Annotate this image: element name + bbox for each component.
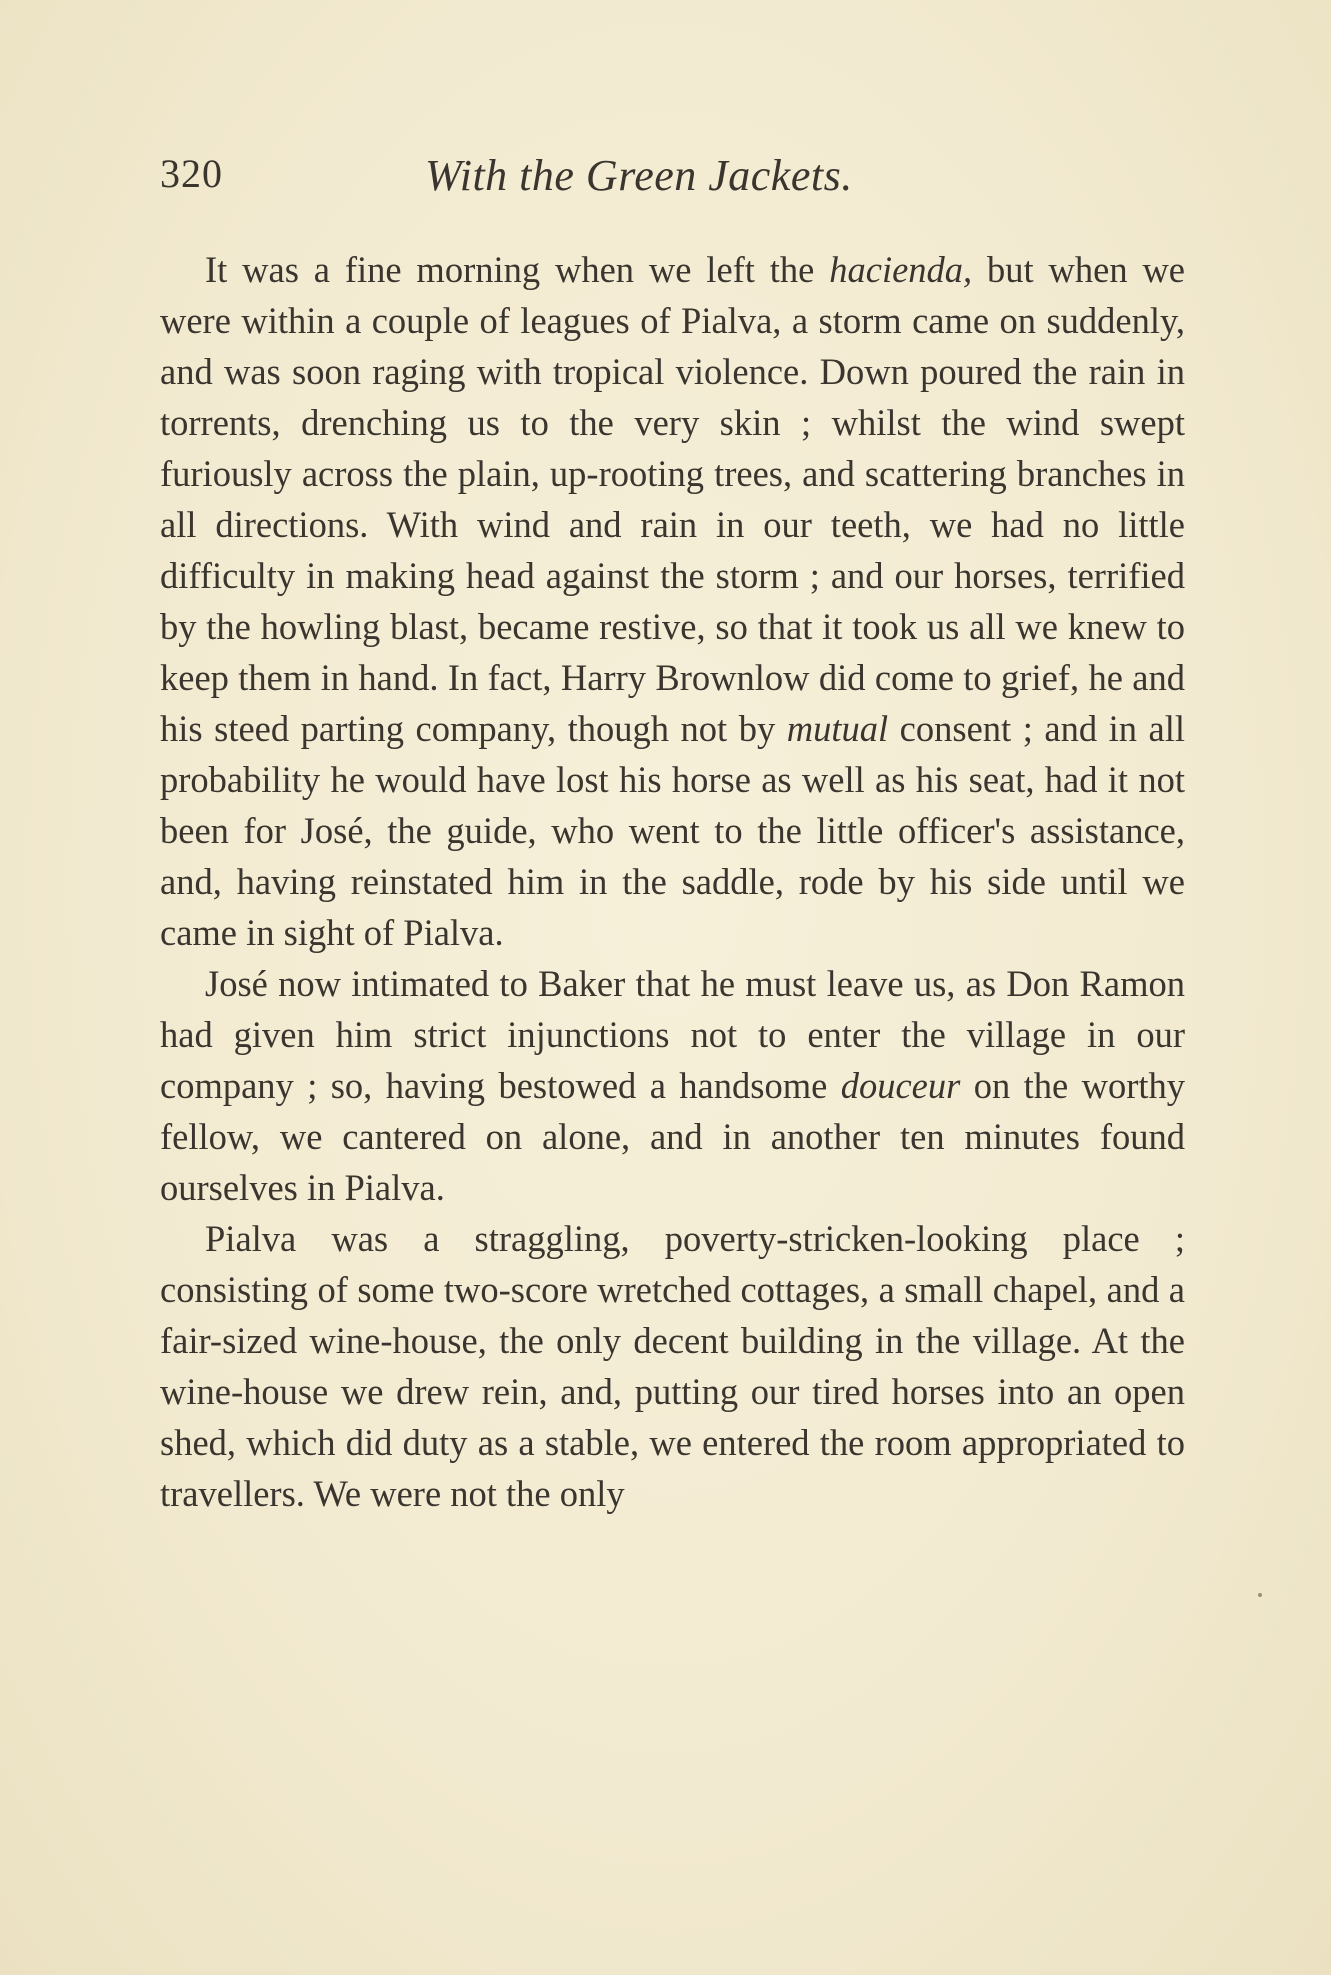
paragraph-1-text-b: but when we were within a couple of leagues of Pialva, a storm came on suddenly, and was soon raging with tropical violence. Down poured the rain in torrents, drenching us to the very skin ; whilst the wind swept furiously across the plain, up-rooting trees, and scattering branches in all directions. With wind and rain in our teeth, we had no little difficulty in making head against the storm ; and our horses, terrified by the howling blast, became restive, so that it took us all we knew to keep them in hand. In fact, Harry Brownlow did come to grief, he and his steed parting company, though not by (160, 249, 1185, 749)
page-number: 320 (160, 151, 223, 196)
paragraph-1-text-a: It was a fine morning when we left the (205, 249, 830, 290)
italic-douceur: douceur (840, 1065, 961, 1106)
paper-speck (1258, 1593, 1262, 1597)
paragraph-2-text-a: José now intimated to Baker that he must leave us, as Don Ramon had given him strict injunctions not to enter the village in our company ; so, having bestowed a handsome (160, 963, 1185, 1106)
italic-hacienda: hacienda, (829, 249, 973, 290)
paragraph-1 (160, 244, 1185, 958)
paragraph-3 (160, 1213, 1185, 1519)
body-text (160, 244, 1185, 1519)
paragraph-1-text-c: consent ; and in all probability he would have lost his horse as well as his seat, had it not been for José, the guide, who went to the little officer's assistance, and, having reinstated him in the saddle, rode by his side until we came in sight of Pialva. (160, 708, 1185, 953)
paragraph-2 (160, 958, 1185, 1213)
italic-mutual: mutual (786, 708, 889, 749)
running-head (160, 150, 1200, 210)
paragraph-2-text-b: on the worthy fellow, we cantered on alone, and in another ten minutes found ourselves in Pialva. (160, 1065, 1186, 1208)
paragraph-3-text: Pialva was a straggling, poverty-stricken-looking place ; consisting of some two-score wretched cottages, a small chapel, and a fair-sized wine-house, the only decent building in the village. At the wine-house we drew rein, and, putting our tired horses into an open shed, which did duty as a stable, we entered the room appropriated to travellers. We were not the only (160, 1218, 1185, 1514)
running-title: With the Green Jackets. (425, 151, 853, 200)
